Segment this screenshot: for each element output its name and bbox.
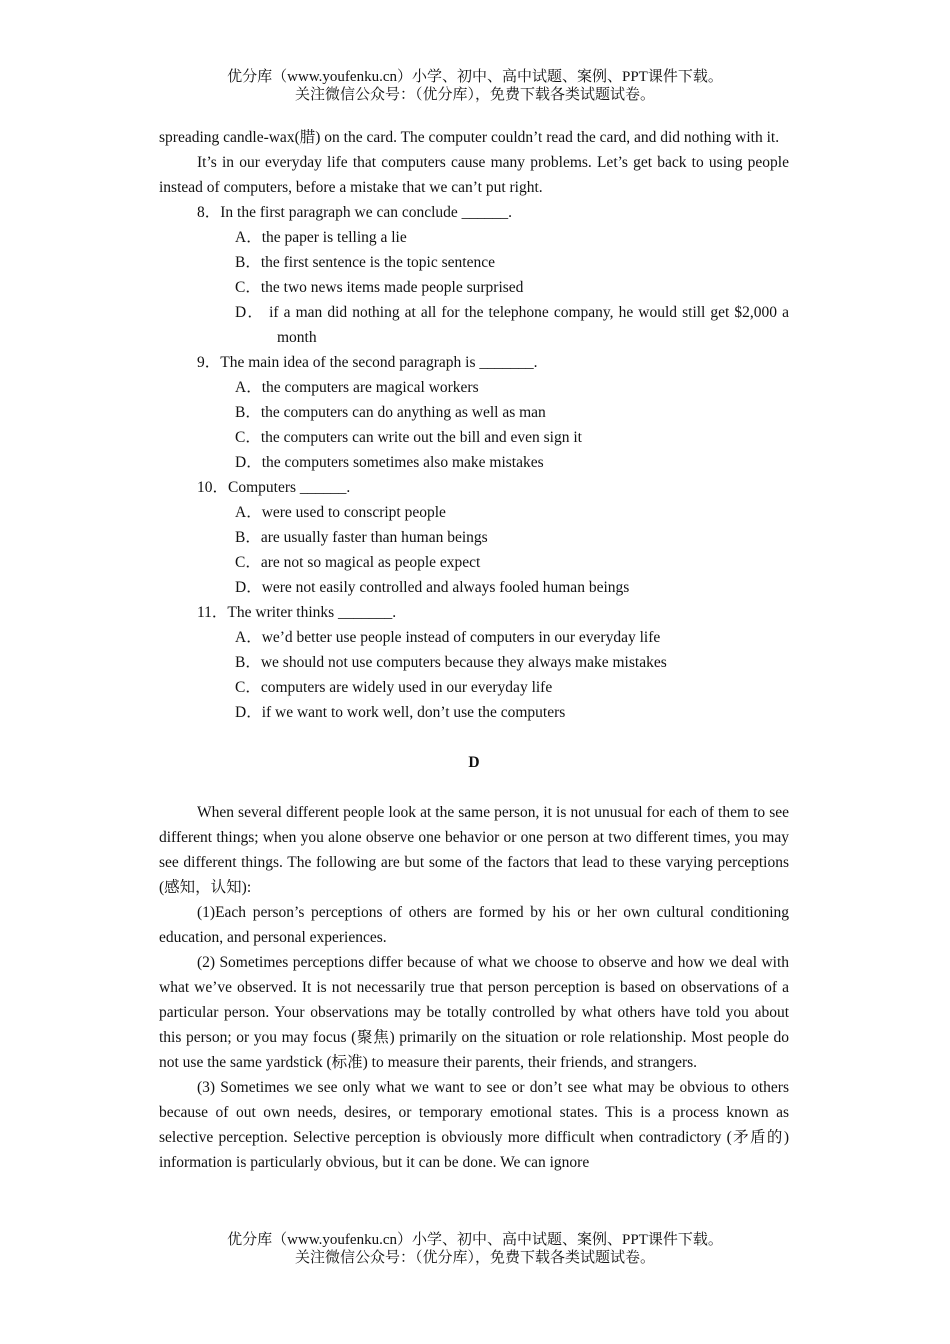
passage-c-last-paragraph: It’s in our everyday life that computers cause many problems. Let’s get back to using people instead of computers, before a mistake that we can’t put right.	[159, 154, 789, 196]
page-content	[159, 125, 789, 1175]
option-d: D． if a man did nothing at all for the telephone company, he would still get $2,000 a month	[235, 304, 789, 346]
question-10	[159, 475, 789, 600]
question-11	[159, 600, 789, 725]
option-a: A．the paper is telling a lie	[235, 229, 407, 246]
question-9	[159, 350, 789, 475]
page-header	[0, 68, 950, 104]
option-c: C．the two news items made people surprised	[235, 279, 524, 296]
question-stem: 8．In the first paragraph we can conclude ______.	[197, 204, 513, 221]
question-stem: 9．The main idea of the second paragraph is _______.	[197, 354, 538, 371]
option-d: D．if we want to work well, don’t use the computers	[235, 704, 566, 721]
question-8	[159, 200, 789, 350]
passage-d-paragraph: When several different people look at the same person, it is not unusual for each of them to see different things; when you alone observe one behavior or one person at two different times, you may see different things. The following are but some of the factors that lead to these varying perceptions (感知，认知):	[159, 804, 789, 896]
option-a: A．we’d better use people instead of computers in our everyday life	[235, 629, 661, 646]
footer-line-1: 优分库（www.youfenku.cn）小学、初中、高中试题、案例、PPT课件下载。	[227, 1232, 723, 1248]
option-b: B．we should not use computers because they always make mistakes	[235, 654, 667, 671]
option-a: A．the computers are magical workers	[235, 379, 479, 396]
footer-line-2: 关注微信公众号：（优分库），免费下载各类试题试卷。	[294, 1250, 655, 1266]
passage-d-paragraph: (3) Sometimes we see only what we want to see or don’t see what may be obvious to others because of out own needs, desires, or temporary emotional states. This is a process known as selective perception. Selective perception is obviously more difficult when contradictory (矛盾的) information is particularly obvious, but it can be done. We can ignore	[159, 1079, 789, 1171]
option-c: C．computers are widely used in our everyday life	[235, 679, 553, 696]
passage-d-paragraph: (2) Sometimes perceptions differ because of what we choose to observe and how we deal with what we’ve observed. It is not necessarily true that person perception is based on observations of a particular person. Your observations may be totally controlled by what others have told you about this person; or you may focus (聚焦) primarily on the situation or role relationship. Most people do not use the same yardstick (标准) to measure their parents, their friends, and strangers.	[159, 954, 789, 1071]
option-b: B．the first sentence is the topic sentence	[235, 254, 495, 271]
option-b: B．the computers can do anything as well as man	[235, 404, 546, 421]
section-d-title: D	[468, 754, 480, 771]
option-b: B．are usually faster than human beings	[235, 529, 488, 546]
option-a: A．were used to conscript people	[235, 504, 446, 521]
option-d: D．were not easily controlled and always fooled human beings	[235, 579, 630, 596]
page-footer	[0, 1231, 950, 1267]
question-stem: 10．Computers ______.	[197, 479, 351, 496]
passage-d-paragraph: (1)Each person’s perceptions of others are formed by his or her own cultural conditioning education, and personal experiences.	[159, 904, 789, 946]
header-line-1: 优分库（www.youfenku.cn）小学、初中、高中试题、案例、PPT课件下载。	[227, 69, 723, 85]
question-stem: 11．The writer thinks _______.	[197, 604, 397, 621]
option-d: D．the computers sometimes also make mistakes	[235, 454, 544, 471]
option-c: C．the computers can write out the bill and even sign it	[235, 429, 582, 446]
passage-c-continuation: spreading candle-wax(腊) on the card. The computer couldn’t read the card, and did nothing with it.	[159, 129, 780, 146]
option-c: C．are not so magical as people expect	[235, 554, 481, 571]
header-line-2: 关注微信公众号：（优分库），免费下载各类试题试卷。	[294, 87, 655, 103]
